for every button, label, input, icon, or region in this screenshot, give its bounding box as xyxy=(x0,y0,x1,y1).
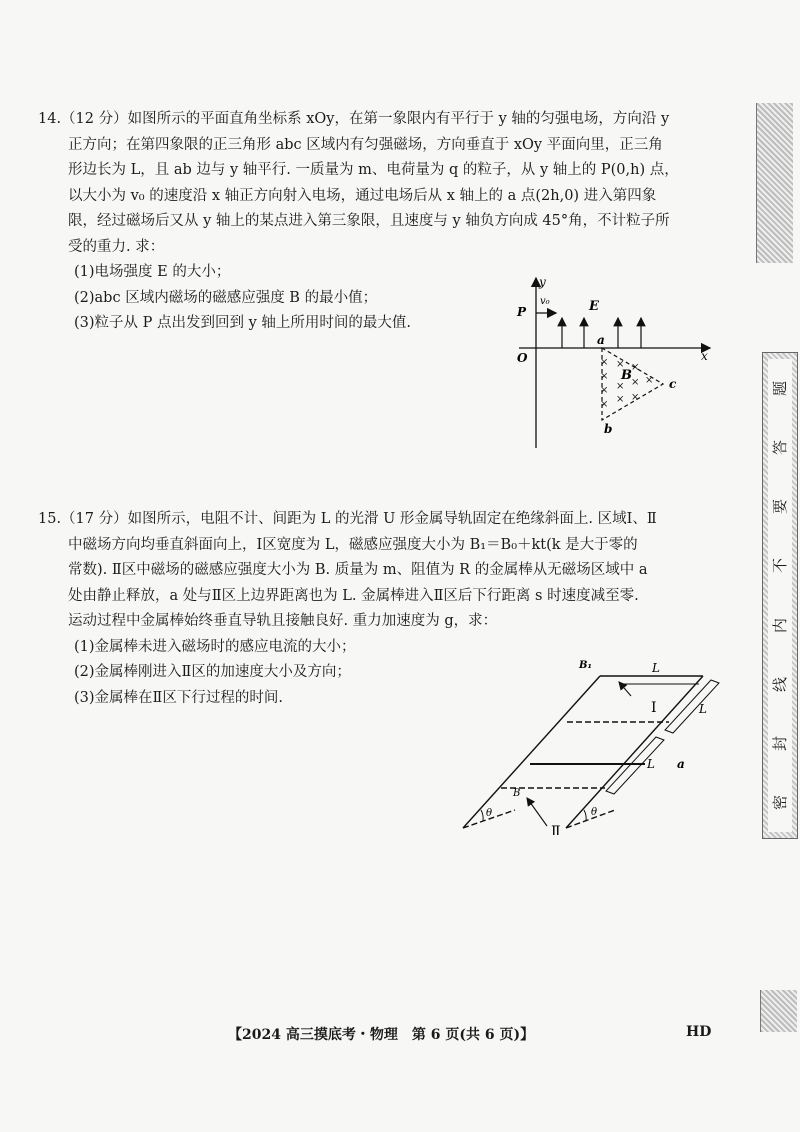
figure-15-inclined-rails xyxy=(455,650,730,835)
binder-char: 线 xyxy=(771,676,790,692)
right-rail xyxy=(566,676,703,828)
angle-label-left: θ xyxy=(486,808,493,819)
point-a-label: a xyxy=(597,333,605,347)
cross-mark: × xyxy=(631,377,640,388)
point-b-label: b xyxy=(604,422,613,436)
problem-15-line: 15.（17 分）如图所示，电阻不计、间距为 L 的光滑 U 形金属导轨固定在绝缘斜面上. 区域Ⅰ、Ⅱ xyxy=(38,511,657,527)
problem-15-line: 处由静止释放，a 处与Ⅱ区上边界距离也为 L. 金属棒进入Ⅱ区后下行距离 s 时速度减至零. xyxy=(68,587,639,604)
point-p-label: P xyxy=(517,305,527,319)
binder-char: 要 xyxy=(771,499,790,515)
cross-mark: × xyxy=(600,385,609,396)
angle-arc-left xyxy=(481,810,483,821)
binder-label xyxy=(768,359,792,832)
angle-arc-right xyxy=(584,810,586,821)
problem-15-line: 运动过程中金属棒始终垂直导轨且接触良好. 重力加速度为 g，求： xyxy=(68,613,498,629)
u-rail xyxy=(463,676,703,828)
point-a-label: a xyxy=(677,757,685,771)
question-3: (3)金属棒在Ⅱ区下行过程的时间. xyxy=(74,689,284,706)
cross-mark: × xyxy=(616,394,625,405)
region-2-label: Ⅱ xyxy=(551,824,561,835)
x-axis-label: x xyxy=(701,349,708,363)
cross-mark: × xyxy=(616,381,625,392)
problem-15-line: 中磁场方向均垂直斜面向上，Ⅰ区宽度为 L，磁感应强度大小为 B₁＝B₀＋kt(k 是大于零的 xyxy=(68,536,638,553)
cross-mark: × xyxy=(616,359,625,370)
footer-code: HD xyxy=(686,1024,712,1040)
cross-mark: × xyxy=(600,371,609,382)
binder-char: 题 xyxy=(771,381,790,397)
question-3: (3)粒子从 P 点出发到回到 y 轴上所用时间的最大值. xyxy=(74,315,412,331)
problem-14-line: 以大小为 v₀ 的速度沿 x 轴正方向射入电场，通过电场后从 x 轴上的 a 点(2h,0) 进入第四象 xyxy=(68,187,657,204)
question-2: (2)金属棒刚进入Ⅱ区的加速度大小及方向； xyxy=(74,664,351,680)
binder-char: 封 xyxy=(771,735,790,751)
region-1-label: Ⅰ xyxy=(651,700,657,716)
problem-14-line: 形边长为 L，且 ab 边与 y 轴平行. 一质量为 m、电荷量为 q 的粒子，从 y 轴上的 P(0,h) 点， xyxy=(68,162,679,178)
b1-label: B₁ xyxy=(579,660,592,671)
origin-label: O xyxy=(517,351,528,365)
point-c-label: c xyxy=(669,377,677,391)
width-label-top: L xyxy=(652,661,660,675)
binder-char: 不 xyxy=(771,558,790,574)
y-axis-label: y xyxy=(539,275,546,289)
binder-char: 内 xyxy=(771,617,790,633)
v0-label: v₀ xyxy=(540,296,550,307)
binder-strip-top xyxy=(756,103,793,263)
distance-label: L xyxy=(647,757,655,771)
cross-mark: × xyxy=(600,357,609,368)
question-2: (2)abc 区域内磁场的磁感应强度 B 的最小值； xyxy=(74,289,378,306)
b-label: B xyxy=(513,788,521,799)
width-label-region-1: L xyxy=(699,702,707,716)
problem-15-line: 常数). Ⅱ区中磁场的磁感应强度大小为 B. 质量为 m、阻值为 R 的金属棒从无磁场区域中 a xyxy=(68,562,648,578)
problem-14-line: 14.（12 分）如图所示的平面直角坐标系 xOy，在第一象限内有平行于 y 轴的匀强电场，方向沿 y xyxy=(38,111,670,127)
cross-mark: × xyxy=(631,392,640,403)
cross-mark: × xyxy=(631,362,640,373)
question-1: (1)电场强度 E 的大小； xyxy=(74,264,231,280)
field-b-label: B xyxy=(621,368,632,383)
binder-strip xyxy=(762,352,798,839)
problem-14-line: 正方向；在第四象限的正三角形 abc 区域内有匀强磁场，方向垂直于 xOy 平面向里，正三角 xyxy=(68,136,663,153)
footer-text: 【2024 高三摸底考・物理 第 6 页(共 6 页)】 xyxy=(228,1027,535,1043)
problem-14-line: 限，经过磁场后又从 y 轴上的某点进入第三象限，且速度与 y 轴负方向成 45°角，不计粒子所 xyxy=(68,213,670,229)
cross-mark: × xyxy=(600,399,609,410)
figure-14-coordinate-system xyxy=(505,272,720,457)
dimension-bracket-2 xyxy=(606,737,664,794)
magnetic-field-crosses xyxy=(600,357,653,410)
question-1: (1)金属棒未进入磁场时的感应电流的大小； xyxy=(74,638,356,655)
b-arrow xyxy=(527,798,547,826)
binder-char: 答 xyxy=(771,440,790,456)
binder-char: 密 xyxy=(771,794,790,810)
angle-label-right: θ xyxy=(591,807,598,818)
problem-14-line: 受的重力. 求： xyxy=(68,238,165,255)
field-e-label: E xyxy=(589,299,599,314)
binder-strip-bottom xyxy=(760,990,797,1032)
cross-mark: × xyxy=(645,375,654,386)
